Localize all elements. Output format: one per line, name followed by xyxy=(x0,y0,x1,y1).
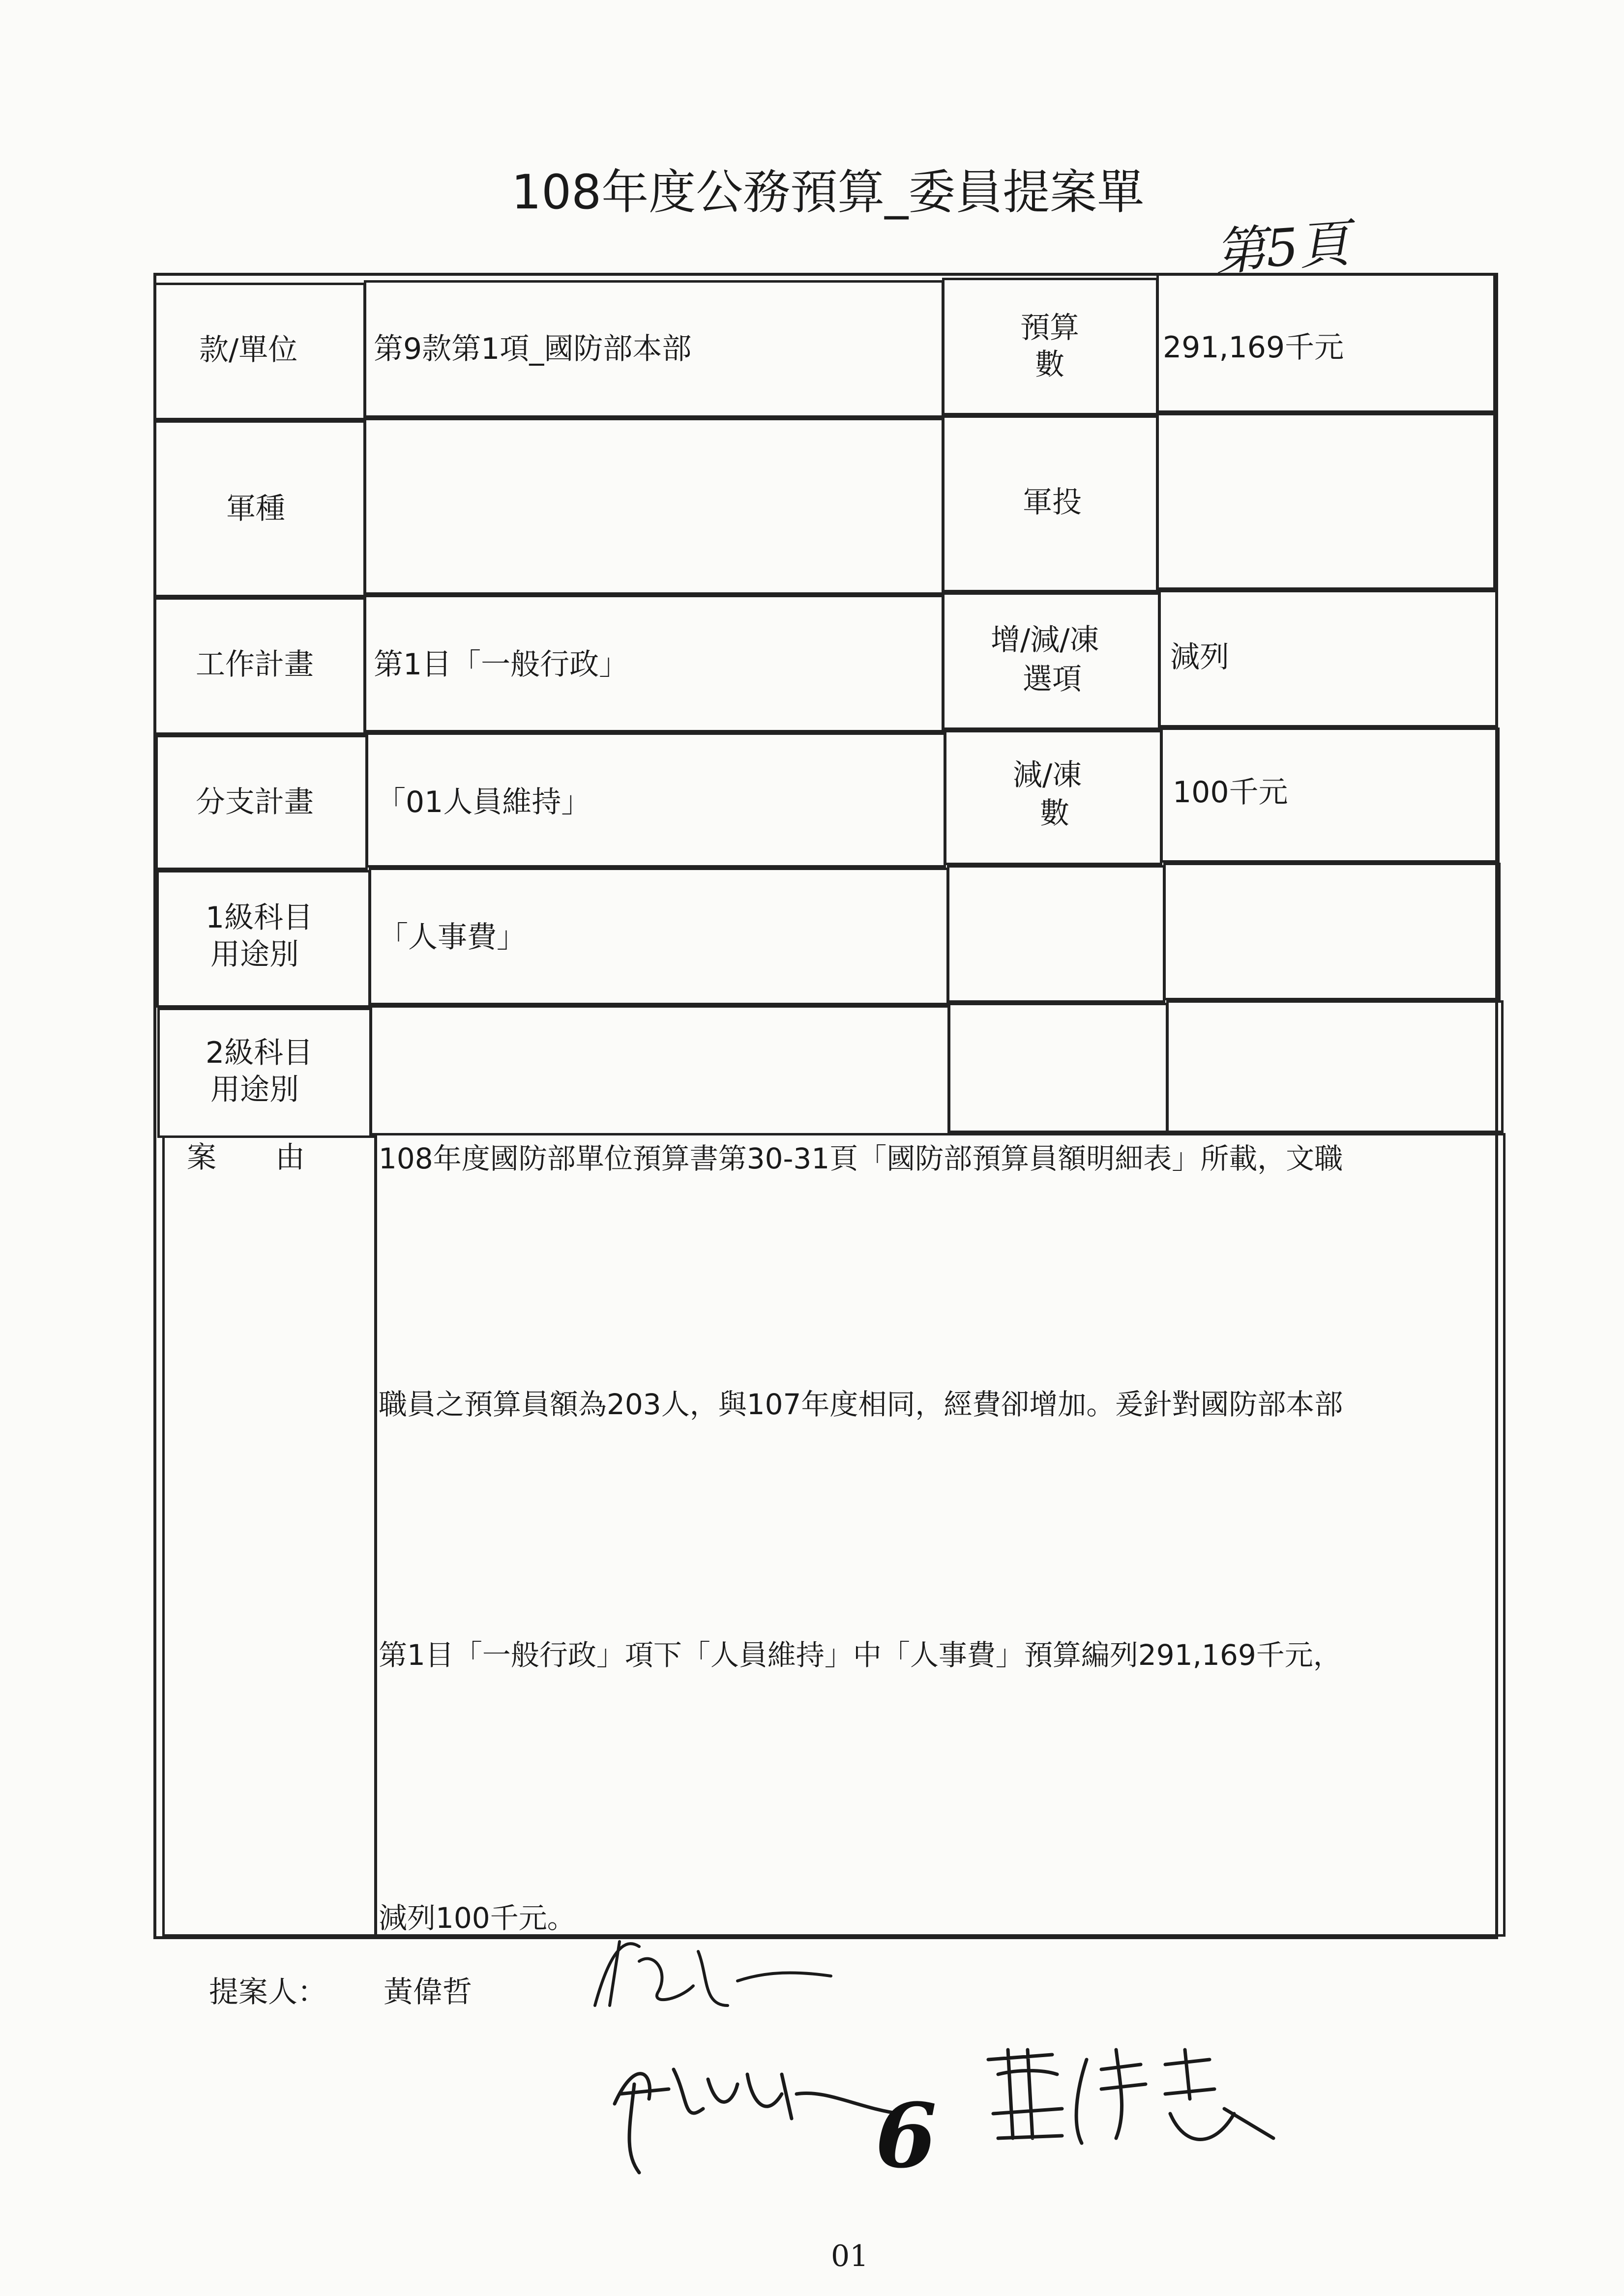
proposer-name: 黃偉哲 xyxy=(384,1975,472,2009)
document-title: 108年度公務預算_委員提案單 xyxy=(511,165,1145,220)
budget-value: 291,169千元 xyxy=(1163,330,1344,365)
service-label: 軍種 xyxy=(226,492,285,526)
unit-value: 第9款第1項_國防部本部 xyxy=(374,332,692,366)
budget-label-line2: 數 xyxy=(1035,348,1064,382)
reason-line-4: 減列100千元。 xyxy=(379,1901,576,1935)
branch-label: 分支計畫 xyxy=(196,785,314,819)
reason-label: 案 由 xyxy=(187,1140,305,1175)
plan-value: 第1目「一般行政」 xyxy=(374,647,629,682)
cell-level2-empty-b xyxy=(1166,1000,1504,1133)
cell-level2-empty-a xyxy=(948,1003,1168,1133)
level2-label-line1: 2級科目 xyxy=(206,1036,313,1070)
page-number: 01 xyxy=(831,2239,869,2273)
option-label-line2: 選項 xyxy=(1023,662,1082,697)
unit-label: 款/單位 xyxy=(199,333,298,367)
reason-line-2: 職員之預算員額為203人，與107年度相同，經費卻增加。爰針對國防部本部 xyxy=(379,1388,1343,1421)
amount-label-line2: 數 xyxy=(1040,796,1069,831)
level1-label-line2: 用途別 xyxy=(210,937,299,972)
plan-label: 工作計畫 xyxy=(196,647,314,682)
handwritten-page-mark: 第5頁 xyxy=(1212,213,1352,283)
cell-reason-label xyxy=(162,1135,377,1937)
handwritten-signature-right xyxy=(978,2040,1283,2153)
cell-reason-value xyxy=(375,1133,1506,1937)
handwritten-number: 6 xyxy=(875,2084,937,2188)
amount-value: 100千元 xyxy=(1173,775,1288,810)
branch-value: 「01人員維持」 xyxy=(376,785,591,819)
cell-invest-value xyxy=(1156,413,1496,590)
option-value: 減列 xyxy=(1170,640,1229,674)
proposer-label: 提案人： xyxy=(209,1975,327,2009)
invest-label: 軍投 xyxy=(1023,485,1082,520)
cell-service-value xyxy=(364,418,944,595)
reason-line-1: 108年度國防部單位預算書第30-31頁「國防部預算員額明細表」所載，文職 xyxy=(379,1142,1343,1175)
cell-level2-value xyxy=(370,1005,950,1135)
handwritten-signature-top xyxy=(580,1932,836,2020)
budget-label-line1: 預算 xyxy=(1020,311,1079,345)
level1-value: 「人事費」 xyxy=(379,920,526,955)
level1-label-line1: 1級科目 xyxy=(206,901,313,935)
reason-line-3: 第1目「一般行政」項下「人員維持」中「人事費」預算編列291,169千元， xyxy=(379,1638,1342,1672)
cell-level1-empty-b xyxy=(1163,863,1501,1000)
level2-label-line2: 用途別 xyxy=(210,1073,299,1107)
cell-level1-empty-a xyxy=(947,865,1165,1003)
option-label-line1: 增/減/凍 xyxy=(991,623,1099,657)
amount-label-line1: 減/凍 xyxy=(1013,758,1082,792)
